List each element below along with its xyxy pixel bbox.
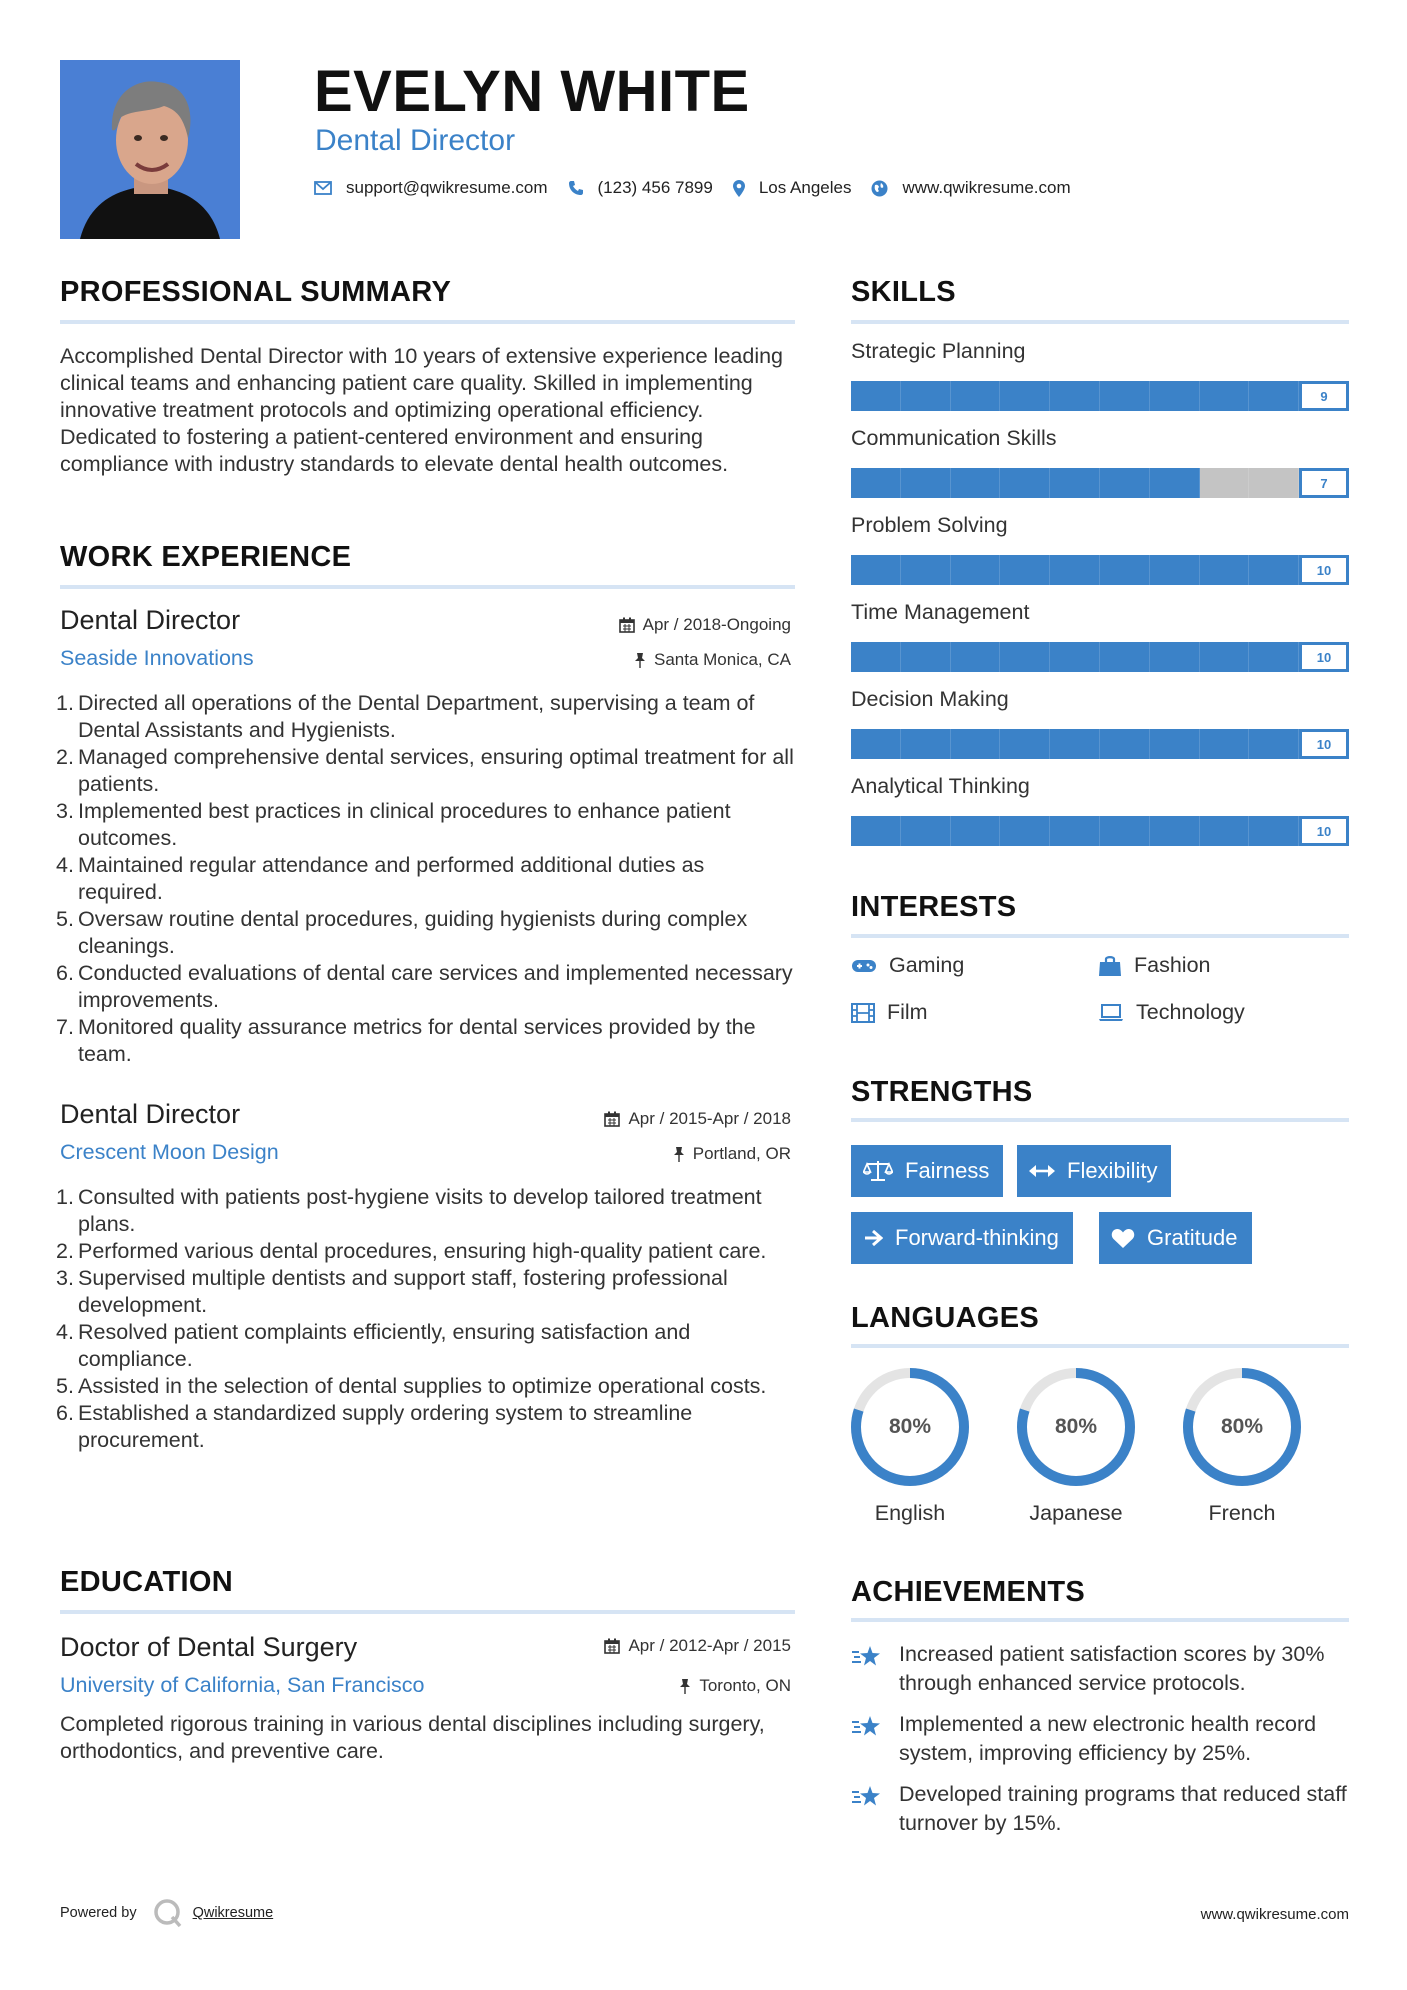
skill-bar-segment	[1050, 555, 1100, 585]
duty-item: 2. Managed comprehensive dental services, ensuring optimal treatment for all patients.	[56, 745, 794, 796]
language-item	[1180, 1365, 1304, 1526]
contact-website[interactable]	[871, 178, 1070, 198]
skill-bar-segment	[1150, 468, 1200, 498]
duty-item: 4. Maintained regular attendance and performed additional duties as required.	[56, 853, 705, 904]
envelope-icon	[314, 181, 332, 195]
skill-bar-segment	[851, 642, 901, 672]
interest-label: Fashion	[1134, 953, 1211, 977]
duty-item: 6. Conducted evaluations of dental care services and implemented necessary improvements.	[56, 961, 793, 1012]
strengths-heading: STRENGTHS	[851, 1076, 1033, 1108]
summary-rule	[60, 320, 795, 324]
skill-bar-segment	[901, 555, 951, 585]
calendar-icon	[619, 617, 635, 633]
skill-bar-segment	[1000, 381, 1050, 411]
strength-fairness	[851, 1145, 1003, 1197]
education-dates	[604, 1636, 791, 1656]
job-2-company[interactable]: Crescent Moon Design	[60, 1140, 279, 1164]
website-text: www.qwikresume.com	[902, 178, 1071, 197]
education-description: Completed rigorous training in various dental disciplines including surgery, orthodontics, and preventive care.	[60, 1712, 765, 1763]
contact-bar	[314, 178, 1091, 198]
skill-level-badge: 10	[1299, 816, 1349, 846]
skill-level-badge: 10	[1299, 729, 1349, 759]
skill-bar-segment	[1249, 468, 1299, 498]
skill-bar-segment	[901, 816, 951, 846]
skill-bar	[851, 729, 1349, 759]
education-location-text: Toronto, ON	[699, 1676, 791, 1695]
skill-bar-segment	[1200, 729, 1250, 759]
skill-bar-segment	[1050, 642, 1100, 672]
summary-heading: PROFESSIONAL SUMMARY	[60, 276, 452, 308]
shooting-star-icon	[851, 1714, 883, 1740]
skill-bar	[851, 555, 1349, 585]
duty-item: 5. Oversaw routine dental procedures, guiding hygienists during complex cleanings.	[56, 907, 748, 958]
language-percent: 80%	[888, 1415, 932, 1438]
language-item	[1014, 1365, 1138, 1526]
phone-icon	[568, 180, 584, 196]
contact-location	[733, 178, 852, 198]
skill-bar-segment	[1150, 555, 1200, 585]
skill-bar-segment	[1249, 816, 1299, 846]
achievements-heading: ACHIEVEMENTS	[851, 1576, 1086, 1608]
language-name: English	[874, 1501, 946, 1525]
education-heading: EDUCATION	[60, 1566, 233, 1598]
interest-label: Technology	[1136, 1000, 1245, 1024]
skill-bar-segment	[1000, 468, 1050, 498]
skill-bar-segment	[1200, 642, 1250, 672]
gamepad-icon	[851, 958, 877, 974]
job-1-dates	[619, 615, 791, 635]
double-arrow-icon	[1029, 1164, 1055, 1178]
skill-level-badge: 7	[1299, 468, 1349, 498]
skill-label: Communication Skills	[851, 426, 1057, 450]
skill-bar-segment	[951, 555, 1001, 585]
skill-bar-segment	[1000, 642, 1050, 672]
shopping-bag-icon	[1098, 955, 1122, 977]
duty-item: 1. Directed all operations of the Dental Department, supervising a team of Dental Assistants and Hygienists.	[56, 691, 755, 742]
calendar-icon	[604, 1111, 620, 1127]
skill-bar-segment	[1200, 555, 1250, 585]
footer-powered-by	[60, 1898, 273, 1928]
film-icon	[851, 1003, 875, 1023]
language-name: Japanese	[1029, 1501, 1123, 1525]
balance-scale-icon	[863, 1159, 893, 1183]
skills-rule	[851, 320, 1349, 324]
calendar-icon	[604, 1638, 620, 1654]
achievement-text: Developed training programs that reduced staff turnover by 15%.	[899, 1782, 1347, 1835]
language-percent: 80%	[1220, 1415, 1264, 1438]
skill-bar-segment	[1200, 816, 1250, 846]
skill-bar-segment	[851, 381, 901, 411]
skill-bar-segment	[951, 468, 1001, 498]
arrow-right-icon	[863, 1229, 883, 1247]
strength-forward-thinking	[851, 1212, 1073, 1264]
skill-bar-segment	[1000, 816, 1050, 846]
languages-rule	[851, 1344, 1349, 1348]
skill-bar-segment	[1100, 468, 1150, 498]
skill-bar-segment	[1200, 468, 1250, 498]
duty-item: 3. Implemented best practices in clinical procedures to enhance patient outcomes.	[56, 799, 731, 850]
profile-photo	[60, 60, 240, 239]
skill-bar-segment	[1200, 381, 1250, 411]
job-1-dates-text: Apr / 2018-Ongoing	[642, 615, 791, 634]
job-2-title: Dental Director	[60, 1099, 241, 1129]
candidate-name: EVELYN WHITE	[314, 59, 750, 124]
skill-bar-segment	[1249, 555, 1299, 585]
skill-bar-segment	[1100, 381, 1150, 411]
skill-bar-segment	[1050, 816, 1100, 846]
interest-gaming	[851, 953, 964, 978]
skill-label: Strategic Planning	[851, 339, 1026, 363]
job-1-location	[634, 650, 791, 670]
footer-site-link[interactable]: www.qwikresume.com	[1200, 1906, 1349, 1923]
skill-bar-segment	[1100, 642, 1150, 672]
work-heading: WORK EXPERIENCE	[60, 541, 352, 573]
qwikresume-logo-icon	[153, 1898, 183, 1928]
contact-phone[interactable]	[568, 178, 713, 198]
skill-bar-segment	[1150, 816, 1200, 846]
duty-item: 5. Assisted in the selection of dental supplies to optimize operational costs.	[56, 1374, 767, 1398]
duty-item: 4. Resolved patient complaints efficiently, ensuring satisfaction and compliance.	[56, 1320, 691, 1371]
duty-item: 7. Monitored quality assurance metrics for dental services provided by the team.	[56, 1015, 756, 1066]
achievement-item	[851, 1640, 1351, 1698]
skill-bar-segment	[1050, 729, 1100, 759]
summary-text: Accomplished Dental Director with 10 years of extensive experience leading clinical teams and enhancing patient care quality. Skilled in implementing innovative treatment protocols and optimizing operational efficiency. Dedicated to fostering a patient-centered environment and ensuring compliance with industry standards to elevate dental health outcomes.	[60, 344, 784, 476]
phone-text: (123) 456 7899	[597, 178, 713, 197]
skill-bar	[851, 381, 1349, 411]
duty-item: 1. Consulted with patients post-hygiene visits to develop tailored treatment plans.	[56, 1185, 762, 1236]
skill-level-badge: 9	[1299, 381, 1349, 411]
achievement-item	[851, 1780, 1351, 1838]
achievement-text: Implemented a new electronic health record system, improving efficiency by 25%.	[899, 1712, 1317, 1765]
job-2-dates-text: Apr / 2015-Apr / 2018	[628, 1109, 791, 1128]
skill-bar-segment	[951, 381, 1001, 411]
skill-bar-segment	[1050, 381, 1100, 411]
qwikresume-link[interactable]: Qwikresume	[192, 1905, 274, 1921]
strength-flexibility	[1017, 1145, 1171, 1197]
job-1-location-text: Santa Monica, CA	[653, 650, 791, 669]
language-percent: 80%	[1054, 1415, 1098, 1438]
pushpin-icon	[634, 652, 646, 669]
strength-label: Fairness	[905, 1158, 990, 1183]
skill-bar-segment	[901, 729, 951, 759]
powered-by-text: Powered by	[60, 1905, 137, 1921]
skill-bar-segment	[1100, 729, 1150, 759]
skill-bar-segment	[851, 555, 901, 585]
skill-bar-segment	[1150, 729, 1200, 759]
skill-bar-segment	[1100, 816, 1150, 846]
skill-bar-segment	[851, 468, 901, 498]
skill-bar-segment	[851, 816, 901, 846]
work-rule	[60, 585, 795, 589]
achievement-text: Increased patient satisfaction scores by 30% through enhanced service protocols.	[899, 1642, 1325, 1695]
contact-email[interactable]	[314, 178, 548, 198]
job-2-duties	[56, 1184, 795, 1454]
skill-bar-segment	[1100, 555, 1150, 585]
achievement-item	[851, 1710, 1351, 1768]
duty-item: 2. Performed various dental procedures, ensuring high-quality patient care.	[56, 1239, 767, 1263]
education-rule	[60, 1610, 795, 1614]
strength-gratitude	[1099, 1212, 1252, 1264]
job-2-location-text: Portland, OR	[692, 1144, 791, 1163]
skill-bar	[851, 468, 1349, 498]
education-dates-text: Apr / 2012-Apr / 2015	[628, 1636, 791, 1655]
skill-bar-segment	[901, 381, 951, 411]
skill-level-badge: 10	[1299, 642, 1349, 672]
skills-heading: SKILLS	[851, 276, 956, 308]
skill-bar-segment	[901, 468, 951, 498]
skill-bar	[851, 642, 1349, 672]
strength-label: Gratitude	[1147, 1225, 1238, 1250]
interest-fashion	[1098, 953, 1211, 978]
interest-film	[851, 1000, 928, 1025]
interest-technology	[1098, 1000, 1245, 1025]
skill-label: Decision Making	[851, 687, 1009, 711]
skill-label: Time Management	[851, 600, 1030, 624]
skill-label: Problem Solving	[851, 513, 1008, 537]
job-2-location	[673, 1144, 791, 1164]
candidate-role: Dental Director	[315, 124, 516, 157]
heart-icon	[1111, 1228, 1135, 1249]
duty-item: 3. Supervised multiple dentists and support staff, fostering professional development.	[56, 1266, 728, 1317]
languages-heading: LANGUAGES	[851, 1302, 1039, 1334]
skill-bar-segment	[901, 642, 951, 672]
skill-bar-segment	[1249, 381, 1299, 411]
strength-label: Forward-thinking	[895, 1225, 1059, 1250]
map-pin-icon	[733, 180, 745, 197]
skill-bar-segment	[1000, 729, 1050, 759]
school-name[interactable]: University of California, San Francisco	[60, 1673, 425, 1697]
location-text: Los Angeles	[758, 178, 852, 197]
skill-bar-segment	[951, 642, 1001, 672]
skill-label: Analytical Thinking	[851, 774, 1030, 798]
achievements-rule	[851, 1618, 1349, 1622]
shooting-star-icon	[851, 1644, 883, 1670]
interests-rule	[851, 934, 1349, 938]
skill-bar-segment	[1249, 642, 1299, 672]
skill-bar-segment	[1150, 642, 1200, 672]
interest-label: Gaming	[889, 953, 965, 977]
skill-level-badge: 10	[1299, 555, 1349, 585]
email-text: support@qwikresume.com	[346, 178, 548, 197]
skill-bar-segment	[951, 729, 1001, 759]
job-2-dates	[604, 1109, 791, 1129]
pushpin-icon	[679, 1678, 691, 1695]
language-name: French	[1208, 1501, 1276, 1525]
skill-bar-segment	[851, 729, 901, 759]
skill-bar-segment	[951, 816, 1001, 846]
skill-bar	[851, 816, 1349, 846]
skill-bar-segment	[1000, 555, 1050, 585]
strengths-rule	[851, 1118, 1349, 1122]
duty-item: 6. Established a standardized supply ordering system to streamline procurement.	[56, 1401, 693, 1452]
globe-icon	[871, 180, 888, 197]
skill-bar-segment	[1249, 729, 1299, 759]
job-1-title: Dental Director	[60, 605, 241, 635]
degree-title: Doctor of Dental Surgery	[60, 1632, 358, 1662]
skill-bar-segment	[1150, 381, 1200, 411]
interests-heading: INTERESTS	[851, 891, 1017, 923]
shooting-star-icon	[851, 1784, 883, 1810]
job-1-company[interactable]: Seaside Innovations	[60, 646, 254, 670]
job-1-duties	[56, 690, 795, 1068]
language-item	[848, 1365, 972, 1526]
strength-label: Flexibility	[1067, 1158, 1158, 1183]
education-location	[679, 1676, 791, 1696]
skill-bar-segment	[1050, 468, 1100, 498]
laptop-icon	[1098, 1004, 1124, 1022]
interest-label: Film	[887, 1000, 928, 1024]
pushpin-icon	[673, 1146, 685, 1163]
